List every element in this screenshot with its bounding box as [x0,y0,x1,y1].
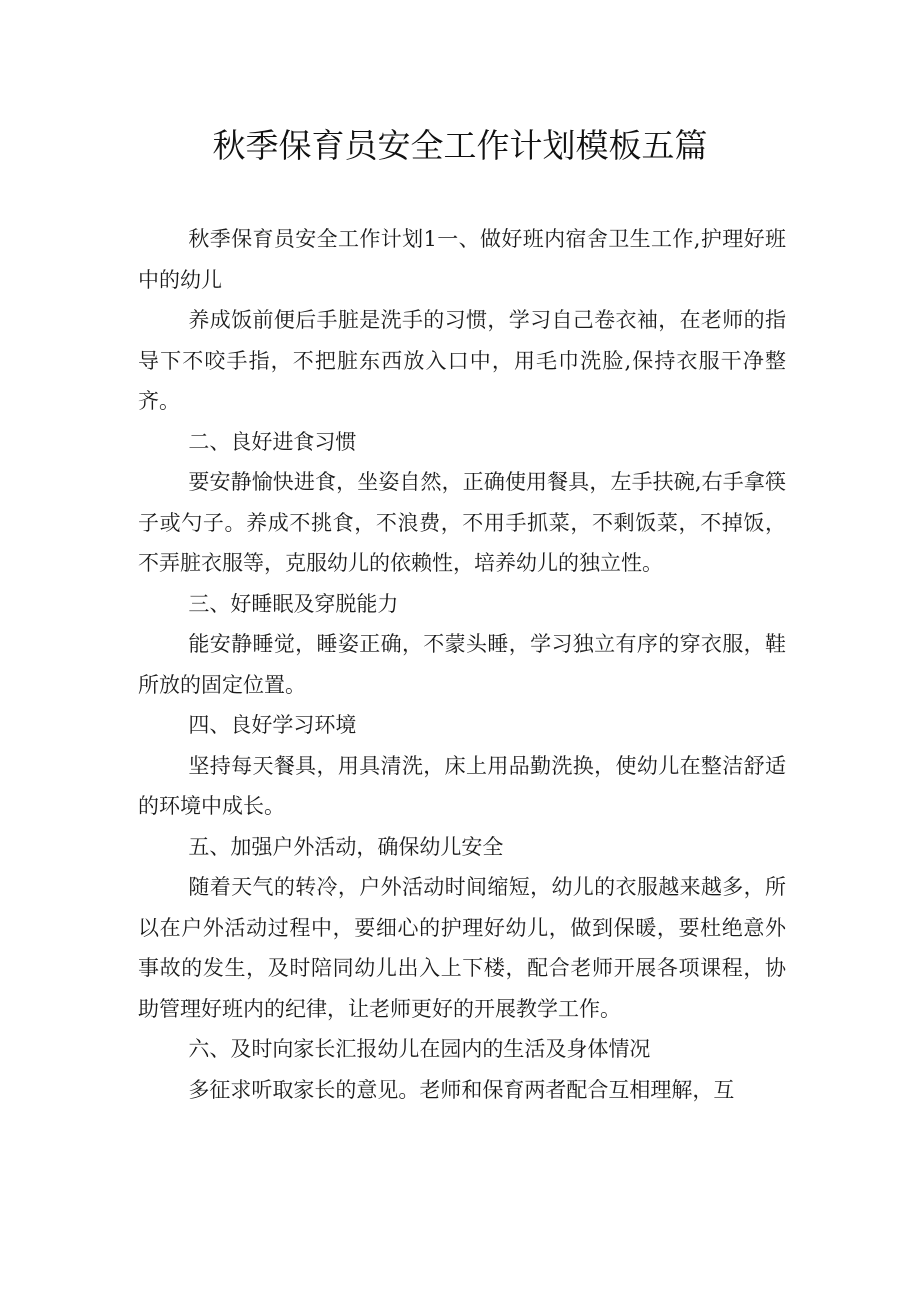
paragraph-1: 秋季保育员安全工作计划1一、做好班内宿舍卫生工作,护理好班中的幼儿 [138,227,786,292]
paragraph-6: 随着天气的转冷，户外活动时间缩短，幼儿的衣服越来越多，所以在户外活动过程中，要细心的护理好幼儿，做到保暖，要杜绝意外事故的发生，及时陪同幼儿出入上下楼，配合老师开展各项课程，协助管理好班内的纪律，让老师更好的开展教学工作。 [138,875,786,1021]
paragraph-5: 坚持每天餐具，用具清洗，床上用品勤洗换，使幼儿在整洁舒适的环境中成长。 [138,753,786,818]
paragraph-2: 养成饭前便后手脏是洗手的习惯，学习自己卷衣袖，在老师的指导下不咬手指，不把脏东西放入口中，用毛巾洗脸,保持衣服干净整齐。 [138,308,786,413]
section-heading-2: 二、良好进食习惯 [188,429,357,454]
section-heading-5: 五、加强户外活动，确保幼儿安全 [188,834,504,859]
section-heading-3: 三、好睡眠及穿脱能力 [188,591,399,616]
paragraph-4: 能安静睡觉，睡姿正确，不蒙头睡，学习独立有序的穿衣服，鞋所放的固定位置。 [138,632,786,697]
section-heading-6: 六、及时向家长汇报幼儿在园内的生活及身体情况 [188,1037,651,1061]
paragraph-7: 多征求听取家长的意见。老师和保育两者配合互相理解，互 [188,1077,735,1102]
paragraph-3: 要安静愉快进食，坐姿自然，正确使用餐具，左手扶碗,右手拿筷子或勺子。养成不挑食，不浪费，不用手抓菜，不剩饭菜，不掉饭，不弄脏衣服等，克服幼儿的依赖性，培养幼儿的独立性。 [138,470,786,575]
document-body [138,219,786,1110]
section-heading-4: 四、良好学习环境 [188,713,357,737]
document-title: 秋季保育员安全工作计划模板五篇 [212,126,708,165]
